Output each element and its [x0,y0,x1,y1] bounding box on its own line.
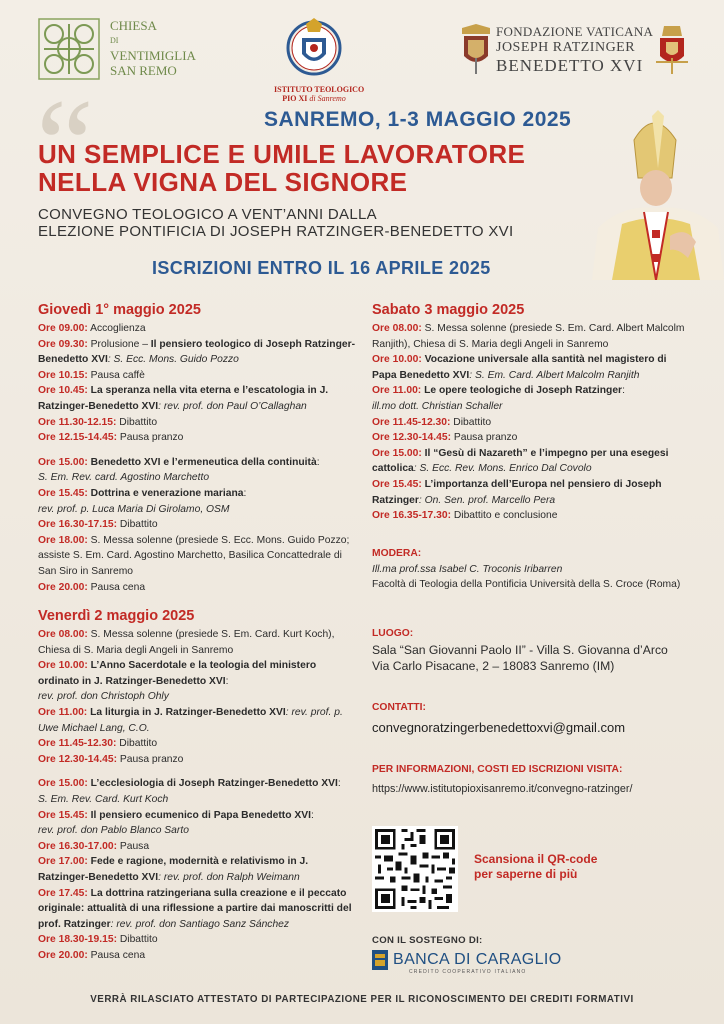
banca-logo [372,950,562,975]
program-item: Ore 15.00: L’ecclesiologia di Joseph Ratzinger-Benedetto XVI: S. Em. Rev. Card. Kurt Koch [38,778,341,806]
program-item: Ore 18.00: S. Messa solenne (presiede S. Ecc. Mons. Guido Pozzo; assiste S. Em. Card. Agostino Marchetto, Basilica Concattedrale di San Siro in Sanremo [38,534,350,577]
qr-caption: Scansiona il QR-code per saperne di più [474,852,598,881]
coat-of-arms-icon [456,22,496,76]
banca-subtitle: CREDITO COOPERATIVO ITALIANO [409,969,527,975]
info-label: PER INFORMAZIONI, COSTI ED ISCRIZIONI VISITA: [372,764,623,775]
program-item: Ore 10.45: La speranza nella vita eterna e l’escatologia in J. Ratzinger-Benedetto XVI: rev. prof. don Paul O’Callaghan [38,385,329,412]
program-item: Ore 17.00: Fede e ragione, modernità e relativismo in J. Ratzinger-Benedetto XVI: rev. prof. don Ralph Weimann [38,856,309,883]
registration-deadline: ISCRIZIONI ENTRO IL 16 APRILE 2025 [152,258,491,278]
quote-mark-icon: “ [36,73,94,217]
program-item: Ore 11.00: Le opere teologiche di Joseph Ratzinger: ill.mo dott. Christian Schaller [372,385,625,412]
event-date: SANREMO, 1-3 MAGGIO 2025 [264,108,572,131]
program-item: Ore 17.45: La dottrina ratzingeriana sulla creazione e il peccato originale: attualità di una riflessione a partire dai manoscritti del prof. Ratzinger: rev. prof. don Santiago Sanz Sánchez [38,887,352,930]
program-item: Ore 18.30-19.15: Dibattito [38,934,158,946]
footer-note: VERRÀ RILASCIATO ATTESTATO DI PARTECIPAZIONE PER IL RICONOSCIMENTO DEI CREDITI FORMATIVI [90,994,634,1005]
istituto-city: di Sanremo [309,94,346,103]
luogo-section [372,626,702,675]
qr-code-icon[interactable] [372,826,458,912]
luogo-label: LUOGO: [372,628,414,639]
chiesa-line3: VENTIMIGLIA [110,48,196,63]
program-item: Ore 15.45: Dottrina e venerazione mariana: rev. prof. p. Luca Maria Di Girolamo, OSM [38,487,247,515]
pope-portrait-image [592,108,724,280]
program-item: Ore 12.30-14.45: Pausa pranzo [38,753,184,765]
contact-email-link[interactable]: convegnoratzingerbenedettoxvi@gmail.com [372,719,626,735]
program-left-column [38,300,356,964]
info-section [372,762,702,797]
banca-mark-icon [372,950,388,970]
chiesa-line2: DI [110,36,119,45]
program-item: Ore 12.30-14.45: Pausa pranzo [372,432,518,444]
modera-label: MODERA: [372,548,422,559]
day3-title: Sabato 3 maggio 2025 [372,302,525,318]
fondazione-line2: JOSEPH RATZINGER [496,40,636,55]
event-title [38,140,525,196]
chiesa-emblem-icon [38,18,100,80]
subtitle-line1: CONVEGNO TEOLOGICO A VENT’ANNI DALLA [38,206,377,223]
luogo-line2: Via Carlo Pisacane, 2 – 18083 Sanremo (IM) [372,659,615,674]
chiesa-logo [38,18,196,80]
program-item: Ore 15.45: Il pensiero ecumenico di Papa Benedetto XVI: rev. prof. don Pablo Blanco Sarto [38,809,314,837]
program-item: Ore 11.30-12.15: Dibattito [38,416,158,428]
event-subtitle [38,206,513,240]
modera-affiliation: Facoltà di Teologia della Pontificia Università della S. Croce (Roma) [372,579,681,591]
program-item: Ore 11.00: La liturgia in J. Ratzinger-Benedetto XVI: rev. prof. p. Uwe Michael Lang, C.O. [38,707,343,734]
contatti-section [372,700,702,735]
program-item: Ore 08.00: S. Messa solenne (presiede S. Em. Card. Kurt Koch), Chiesa di S. Maria degli Angeli in Sanremo [38,629,335,656]
program-item: Ore 15.45: L’importanza dell’Europa nel pensiero di Joseph Ratzinger: On. Sen. prof. Marcello Pera [372,478,662,506]
fondazione-line3: BENEDETTO XVI [496,56,644,75]
contatti-label: CONTATTI: [372,702,426,713]
istituto-logo [274,14,365,103]
program-item: Ore 09.00: Accoglienza [38,323,146,334]
program-item: Ore 10.00: L’Anno Sacerdotale e la teologia del ministero ordinato in J. Ratzinger-Benedetto XVI: rev. prof. don Christoph Ohly [38,660,317,703]
program-item: Ore 15.00: Benedetto XVI e l’ermeneutica della continuità: S. Em. Rev. card. Agostino Marchetto [38,456,320,484]
day2-title: Venerdì 2 maggio 2025 [38,608,195,625]
day1-title: Giovedì 1° maggio 2025 [38,302,201,318]
papal-arms-icon [652,22,692,76]
fondazione-line1: FONDAZIONE VATICANA [496,24,654,39]
subtitle-line2a: ELEZIONE PONTIFICIA DI [38,223,230,240]
sponsor-label: CON IL SOSTEGNO DI: [372,935,483,946]
istituto-name: ISTITUTO TEOLOGICO [274,85,365,94]
chiesa-line1: CHIESA [110,18,157,33]
subtitle-line2b: JOSEPH RATZINGER-BENEDETTO XVI [229,223,514,240]
crest-icon [282,14,346,78]
luogo-line1: Sala “San Giovanni Paolo II” - Villa S. Giovanna d’Arco [372,642,668,657]
modera-section [372,546,702,593]
program-item: Ore 10.15: Pausa caffè [38,369,145,381]
program-right-column [372,300,692,524]
website-link[interactable]: https://www.istitutopioxisanremo.it/convegno-ratzinger/ [372,782,633,795]
title-line1: UN SEMPLICE E UMILE LAVORATORE [38,139,526,169]
chiesa-line4: SAN REMO [110,63,177,78]
program-item: Ore 16.30-17.00: Pausa [38,840,150,852]
program-item: Ore 12.15-14.45: Pausa pranzo [38,432,184,444]
banca-name: BANCA DI CARAGLIO [393,951,562,968]
program-item: Ore 08.00: S. Messa solenne (presiede S. Em. Card. Albert Malcolm Ranjith), Chiesa di S. Maria degli Angeli in Sanremo [372,323,685,350]
program-item: Ore 16.30-17.15: Dibattito [38,519,158,531]
program-item: Ore 15.00: Il “Gesù di Nazareth” e l’impegno per una esegesi cattolica: S. Ecc. Rev. Mons. Enrico Dal Covolo [372,447,669,475]
program-item: Ore 09.30: Prolusione – Il pensiero teologico di Joseph Ratzinger-Benedetto XVI: S. Ecc. Mons. Guido Pozzo [38,338,356,366]
program-item: Ore 11.45-12.30: Dibattito [372,416,492,428]
title-line2: NELLA VIGNA DEL SIGNORE [38,167,408,197]
program-item: Ore 16.35-17.30: Dibattito e conclusione [372,510,558,522]
modera-name: Ill.ma prof.ssa Isabel C. Troconis Iribarren [372,563,563,575]
program-item: Ore 11.45-12.30: Dibattito [38,738,158,750]
program-item: Ore 10.00: Vocazione universale alla santità nel magistero di Papa Benedetto XVI: S. Em. Card. Albert Malcolm Ranjith [372,354,667,381]
program-item: Ore 20.00: Pausa cena [38,949,146,961]
istituto-pio: PIO XI [282,94,308,103]
program-item: Ore 20.00: Pausa cena [38,581,146,593]
